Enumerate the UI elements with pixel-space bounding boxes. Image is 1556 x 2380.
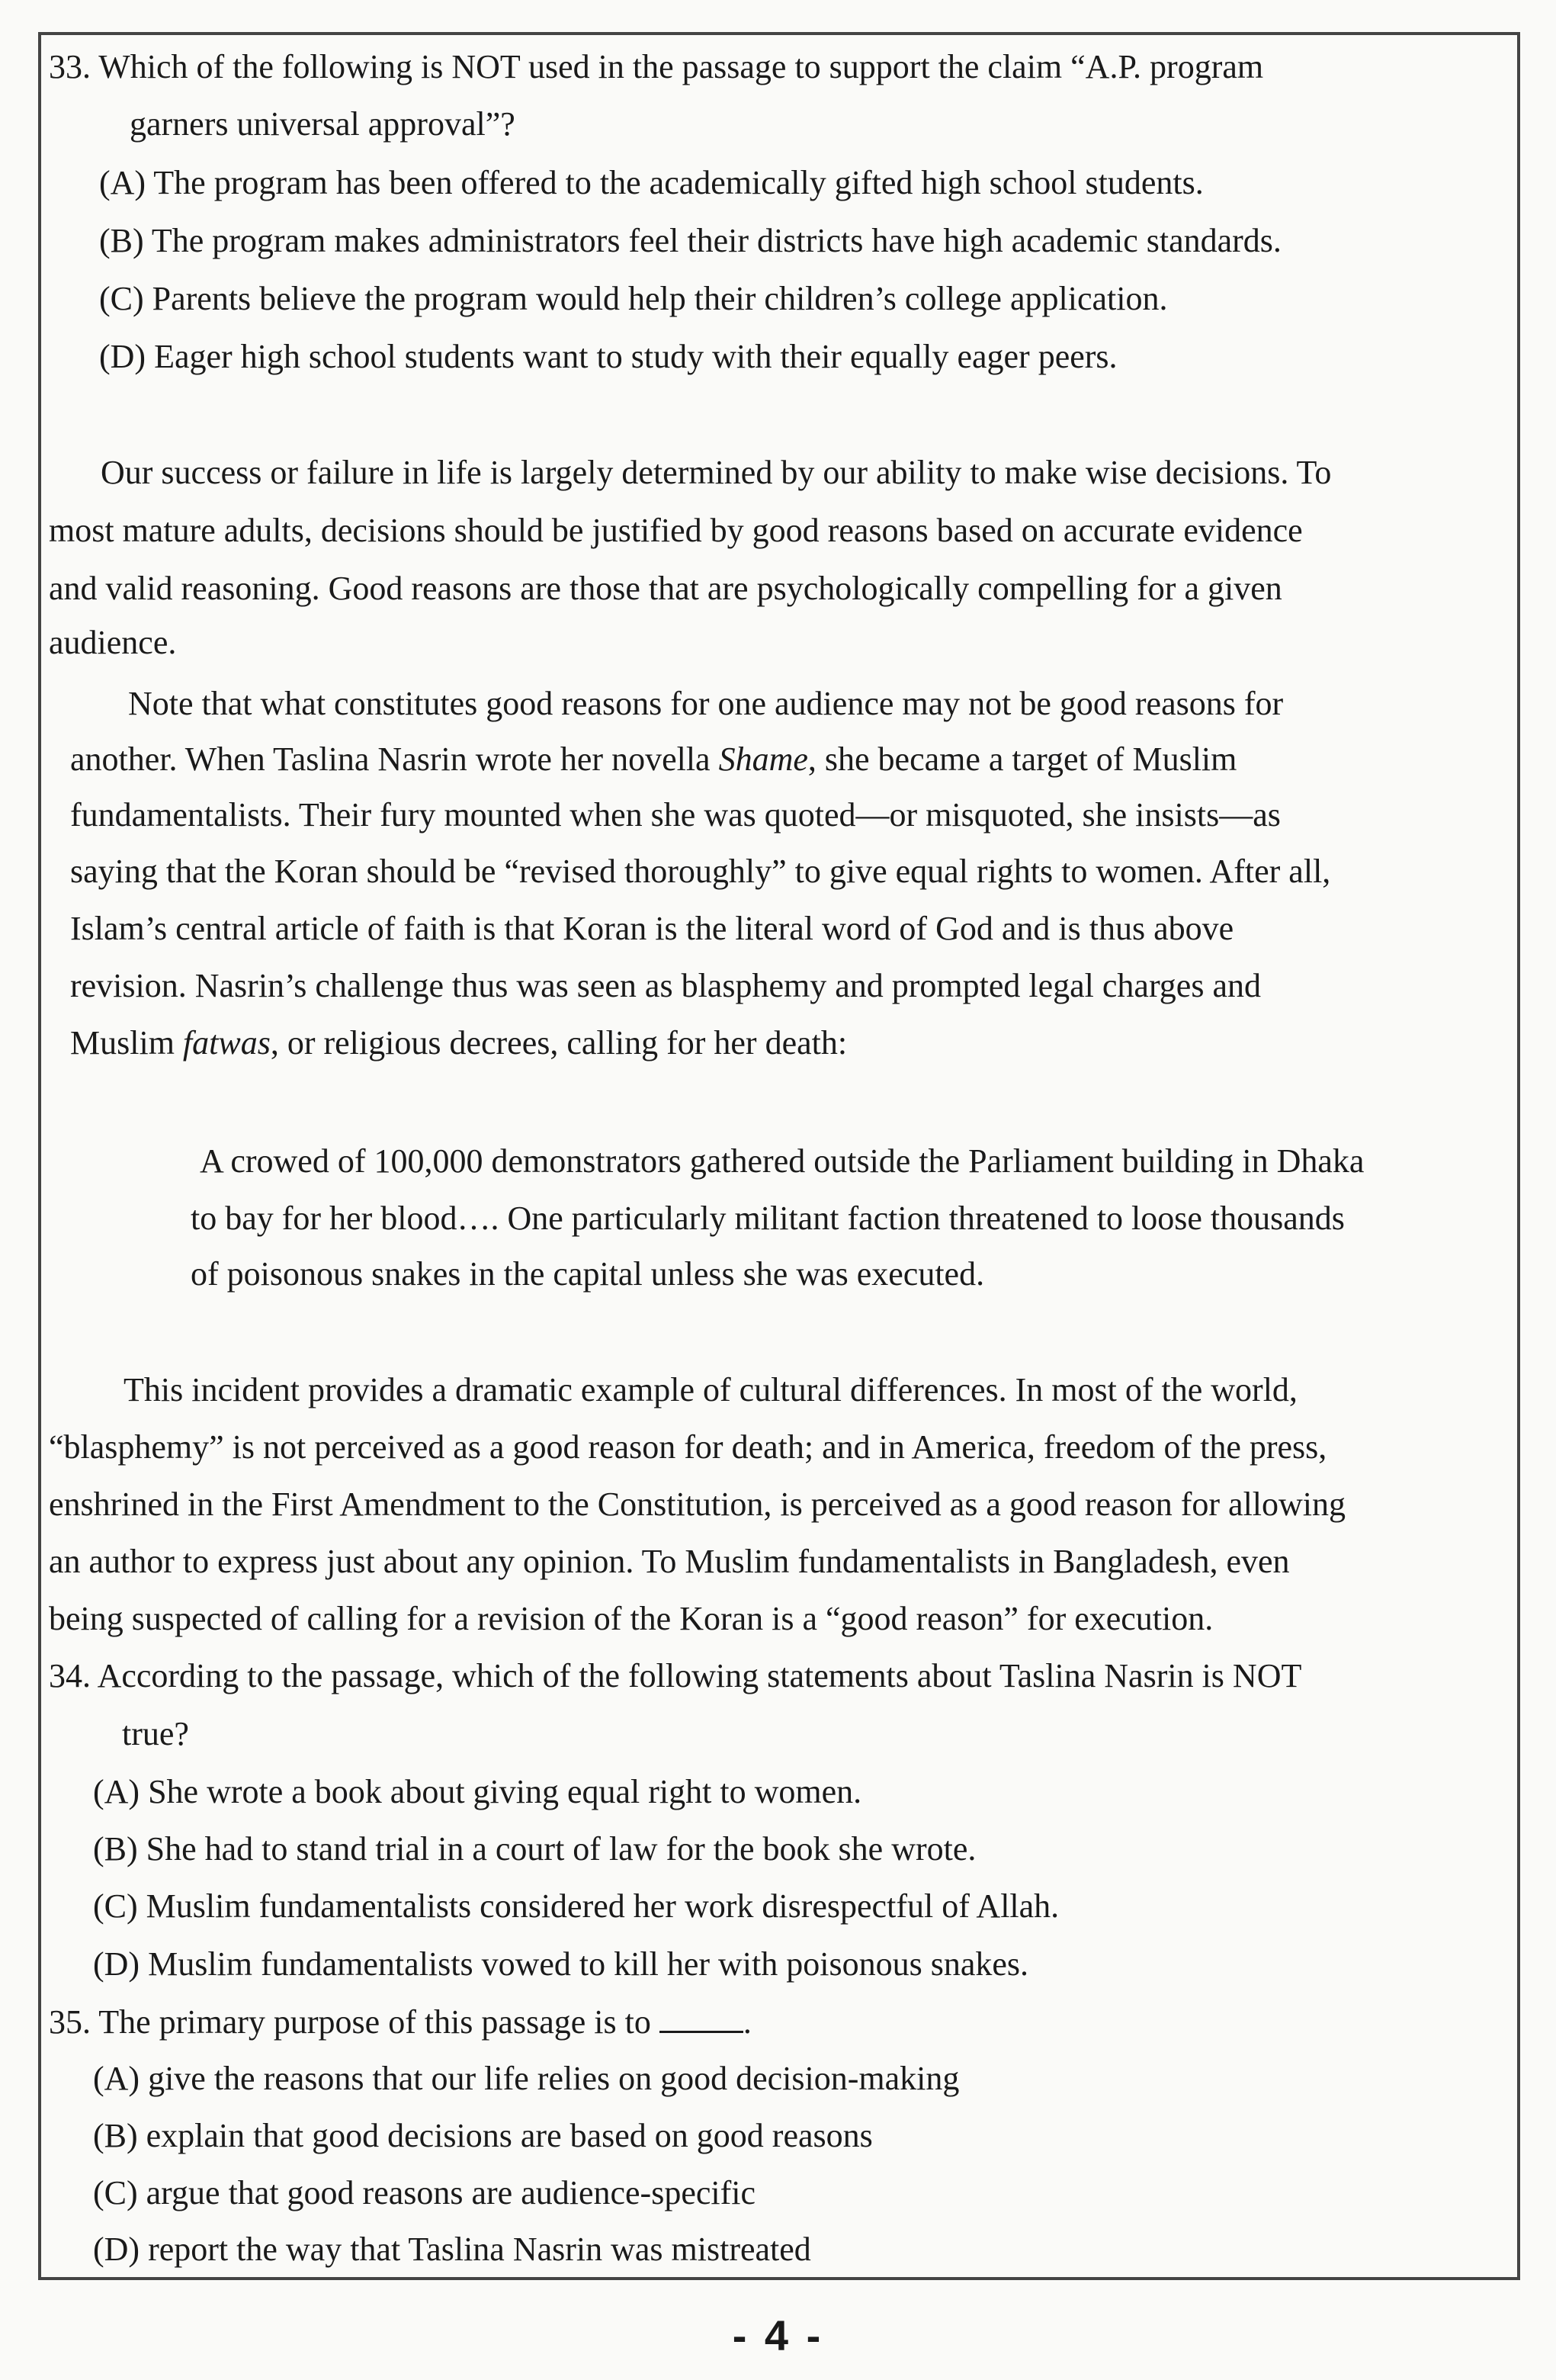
passage-line: “blasphemy” is not perceived as a good reason for death; and in America, freedom of the press, (49, 1428, 1327, 1466)
passage-line: Our success or failure in life is largely determined by our ability to make wise decisions. To (101, 454, 1332, 491)
quote-line: of poisonous snakes in the capital unless she was executed. (191, 1255, 985, 1293)
passage-line: another. When Taslina Nasrin wrote her novella Shame, she became a target of Muslim (70, 740, 1237, 778)
question-33-option-b[interactable]: (B) The program makes administrators feel their districts have high academic standards. (99, 222, 1282, 259)
passage-line: saying that the Koran should be “revised thoroughly” to give equal rights to women. After all, (70, 853, 1331, 890)
novella-title: Shame (718, 740, 808, 778)
question-34-stem-cont: true? (122, 1715, 189, 1752)
fatwas-term: fatwas (182, 1024, 271, 1062)
question-35-option-a[interactable]: (A) give the reasons that our life relies on good decision-making (93, 2060, 960, 2097)
passage-line: enshrined in the First Amendment to the Constitution, is perceived as a good reason for allowing (49, 1485, 1346, 1523)
question-34-option-d[interactable]: (D) Muslim fundamentalists vowed to kill her with poisonous snakes. (93, 1945, 1028, 1983)
quote-line: A crowed of 100,000 demonstrators gathered outside the Parliament building in Dhaka (200, 1142, 1365, 1180)
question-33-option-d[interactable]: (D) Eager high school students want to study with their equally eager peers. (99, 338, 1118, 375)
passage-line: Islam’s central article of faith is that Koran is the literal word of God and is thus above (70, 910, 1234, 947)
question-34-option-b[interactable]: (B) She had to stand trial in a court of law for the book she wrote. (93, 1830, 977, 1868)
passage-line: This incident provides a dramatic example of cultural differences. In most of the world, (124, 1371, 1298, 1408)
passage-line: an author to express just about any opinion. To Muslim fundamentalists in Bangladesh, even (49, 1543, 1290, 1580)
question-35-option-b[interactable]: (B) explain that good decisions are based on good reasons (93, 2117, 873, 2154)
question-34-stem: 34. According to the passage, which of the following statements about Taslina Nasrin is NOT (49, 1657, 1302, 1694)
passage-line: most mature adults, decisions should be justified by good reasons based on accurate evidence (49, 512, 1303, 549)
question-33-stem-cont: garners universal approval”? (130, 105, 515, 143)
answer-blank (659, 2000, 743, 2033)
passage-line: Muslim fatwas, or religious decrees, calling for her death: (70, 1024, 848, 1062)
question-34-option-c[interactable]: (C) Muslim fundamentalists considered her work disrespectful of Allah. (93, 1887, 1060, 1925)
passage-line: audience. (49, 624, 177, 661)
passage-line: revision. Nasrin’s challenge thus was seen as blasphemy and prompted legal charges and (70, 967, 1261, 1004)
page-number: - 4 - (732, 2311, 824, 2359)
question-34-option-a[interactable]: (A) She wrote a book about giving equal right to women. (93, 1773, 862, 1810)
question-33-stem: 33. Which of the following is NOT used in the passage to support the claim “A.P. program (49, 48, 1264, 85)
quote-line: to bay for her blood…. One particularly militant faction threatened to loose thousands (191, 1200, 1345, 1237)
question-33-option-c[interactable]: (C) Parents believe the program would help their children’s college application. (99, 280, 1168, 317)
passage-line: being suspected of calling for a revision of the Koran is a “good reason” for execution. (49, 1600, 1214, 1637)
passage-line: Note that what constitutes good reasons for one audience may not be good reasons for (128, 685, 1284, 722)
question-35-option-d[interactable]: (D) report the way that Taslina Nasrin was mistreated (93, 2231, 811, 2268)
passage-line: and valid reasoning. Good reasons are those that are psychologically compelling for a given (49, 570, 1282, 607)
question-35-option-c[interactable]: (C) argue that good reasons are audience-specific (93, 2174, 756, 2211)
question-33-option-a[interactable]: (A) The program has been offered to the academically gifted high school students. (99, 164, 1204, 201)
question-35-stem: 35. The primary purpose of this passage is to . (49, 2000, 752, 2044)
passage-line: fundamentalists. Their fury mounted when she was quoted—or misquoted, she insists—as (70, 796, 1281, 833)
